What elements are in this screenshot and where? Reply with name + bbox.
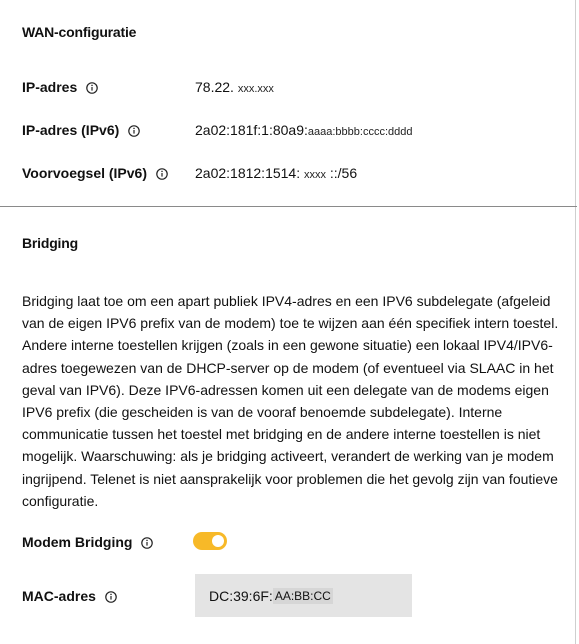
modem-bridging-toggle[interactable] [193, 532, 227, 550]
ipv6-address-label [22, 122, 140, 138]
info-icon[interactable] [128, 125, 140, 137]
ipv6-prefix-label [22, 165, 168, 181]
ipv6-prefix-value-suffix: ::/56 [329, 165, 358, 181]
toggle-knob [212, 535, 224, 547]
ipv6-prefix-label-text: Voorvoegsel (IPv6) [22, 165, 148, 181]
mac-address-label-text: MAC-adres [22, 588, 96, 604]
modem-bridging-label-text: Modem Bridging [22, 534, 133, 550]
bridging-section-title: Bridging [22, 235, 78, 251]
modem-bridging-label [22, 534, 153, 550]
ipv6-prefix-value [195, 165, 357, 181]
mac-address-prefix: DC:39:6F: [209, 587, 273, 604]
bridging-description: Bridging laat toe om een apart publiek IPV4-adres en een IPV6 subdelegate (afgeleid van de eigen IPV6 prefix van de modem) toe te wijzen aan één specifiek intern toestel. Andere interne toestellen krijgen (zoals in een gewone situatie) een lokaal IPV4/IPV6-adres toegewezen van de DHCP-server op de modem (of eventueel via SLAAC in het geval van IPV6). Deze IPV6-adressen komen uit een delegate van de modems eigen IPV6 prefix (die gescheiden is van de vooraf benoemde subdelegate). Interne communicatie tussen het toestel met bridging en de andere interne toestellen is niet mogelijk. Waarschuwing: als je bridging activeert, verandert de werking van je modem ingrijpend. Telenet is niet aansprakelijk voor problemen die het gevolg zijn van foutieve configuratie. [22, 293, 559, 509]
ip-address-value-masked: xxx.xxx [237, 83, 274, 95]
ip-address-label [22, 79, 98, 95]
ip-address-label-text: IP-adres [22, 79, 78, 95]
mac-address-field[interactable] [195, 574, 412, 617]
info-icon[interactable] [156, 168, 168, 180]
ip-address-value [195, 79, 274, 95]
ipv6-prefix-value-masked: xxxx [304, 169, 326, 181]
mac-address-masked: AA:BB:CC [274, 588, 331, 603]
ipv6-address-value-masked: aaaa:bbbb:cccc:dddd [307, 126, 413, 138]
ip-address-value-prefix: 78.22. [195, 79, 234, 95]
section-divider [0, 206, 577, 207]
mac-address-label [22, 588, 117, 604]
wan-section-title: WAN-configuratie [22, 24, 137, 40]
info-icon[interactable] [86, 82, 98, 94]
info-icon[interactable] [141, 537, 153, 549]
ipv6-address-value [195, 122, 412, 138]
ipv6-address-value-prefix: 2a02:181f:1:80a9: [195, 122, 308, 138]
ipv6-prefix-value-prefix: 2a02:1812:1514: [195, 165, 301, 181]
info-icon[interactable] [105, 591, 117, 603]
ipv6-address-label-text: IP-adres (IPv6) [22, 122, 120, 138]
